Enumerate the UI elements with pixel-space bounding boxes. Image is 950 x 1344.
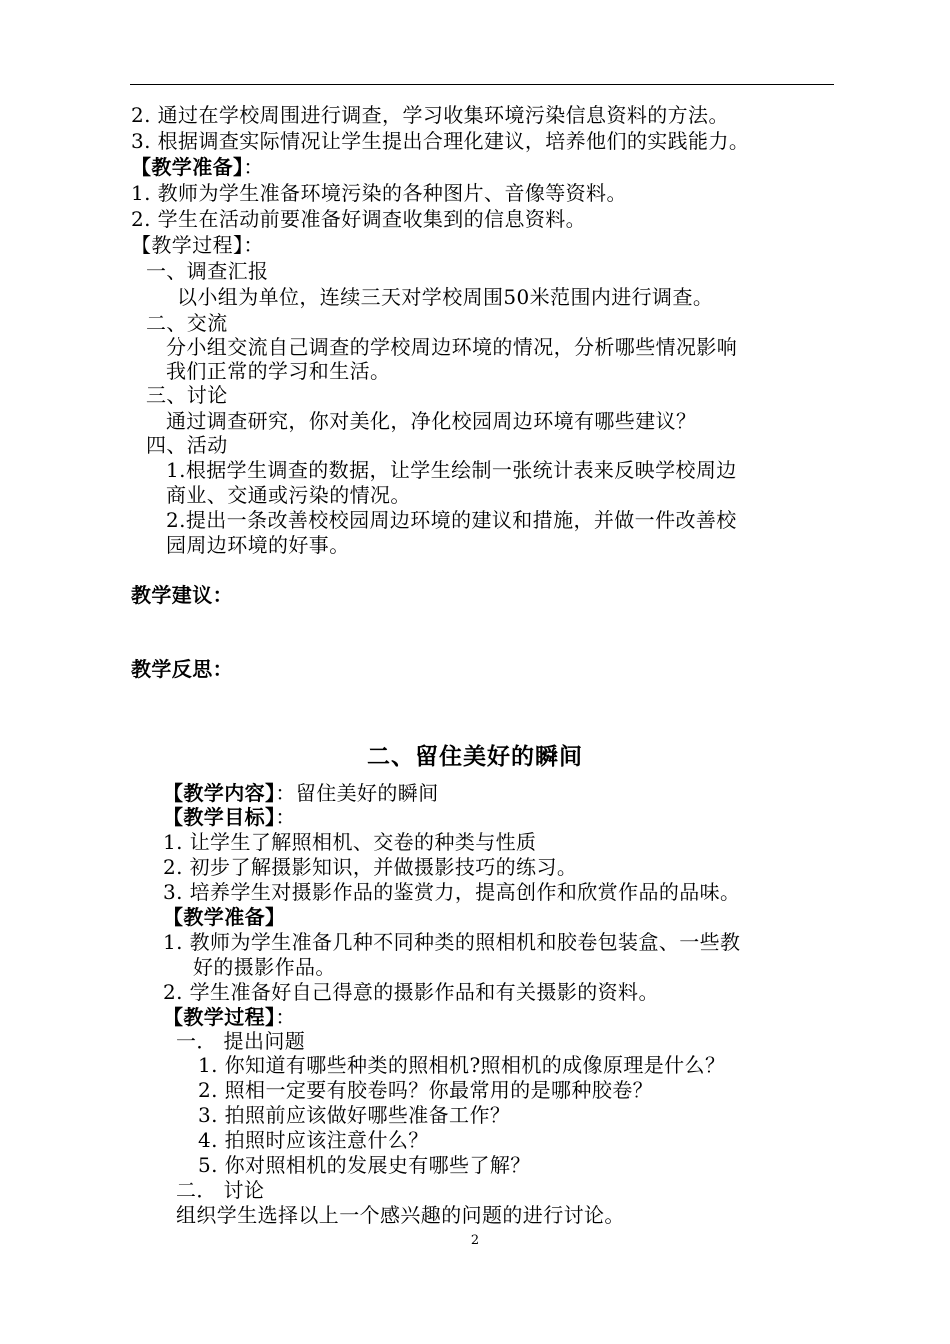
- goal-heading: 【教学目标】：: [163, 805, 296, 829]
- content-line: 【教学内容】：留住美好的瞬间: [163, 781, 439, 805]
- discussion-heading: 二． 讨论: [176, 1178, 265, 1202]
- objective-line-2: 2. 通过在学校周围进行调查，学习收集环境污染信息资料的方法。: [131, 103, 729, 127]
- section-exchange-text-2: 我们正常的学习和生活。: [166, 359, 391, 383]
- question-item-5: 5. 你对照相机的发展史有哪些了解？: [198, 1153, 531, 1177]
- section-discuss-heading: 三、讨论: [146, 383, 228, 407]
- section-survey-text: 以小组为单位，连续三天对学校周围50米范围内进行调查。: [177, 285, 714, 309]
- activity-item-1b: 商业、交通或污染的情况。: [166, 483, 411, 507]
- activity-item-1a: 1.根据学生调查的数据，让学生绘制一张统计表来反映学校周边: [166, 458, 737, 482]
- question-item-3: 3. 拍照前应该做好哪些准备工作？: [198, 1103, 511, 1127]
- prep-heading: 【教学准备】：: [131, 155, 264, 179]
- header-rule: [130, 84, 834, 85]
- goal-item-2: 2. 初步了解摄影知识，并做摄影技巧的练习。: [163, 855, 578, 879]
- lesson-prep-heading: 【教学准备】: [163, 905, 286, 929]
- teaching-advice-label: 教学建议：: [131, 583, 233, 607]
- goal-item-3: 3. 培养学生对摄影作品的鉴赏力，提高创作和欣赏作品的品味。: [163, 880, 741, 904]
- section-exchange-text-1: 分小组交流自己调查的学校周边环境的情况，分析哪些情况影响: [166, 335, 738, 359]
- section-survey-heading: 一、调查汇报: [146, 259, 269, 283]
- question-heading: 一． 提出问题: [176, 1029, 306, 1053]
- activity-item-2b: 园周边环境的好事。: [166, 533, 350, 557]
- activity-item-2a: 2.提出一条改善校校园周边环境的建议和措施，并做一件改善校: [166, 508, 737, 532]
- lesson-prep-item-1b: 好的摄影作品。: [193, 955, 336, 979]
- section-activity-heading: 四、活动: [146, 433, 228, 457]
- question-item-4: 4. 拍照时应该注意什么？: [198, 1128, 429, 1152]
- discussion-text: 组织学生选择以上一个感兴趣的问题的进行讨论。: [176, 1203, 625, 1227]
- lesson-prep-item-1a: 1. 教师为学生准备几种不同种类的照相机和胶卷包装盒、一些教: [163, 930, 741, 954]
- teaching-reflection-label: 教学反思：: [131, 657, 233, 681]
- lesson-title: 二、留住美好的瞬间: [367, 743, 583, 770]
- section-exchange-heading: 二、交流: [146, 311, 228, 335]
- question-item-2: 2. 照相一定要有胶卷吗？你最常用的是哪种胶卷？: [198, 1078, 654, 1102]
- goal-item-1: 1. 让学生了解照相机、交卷的种类与性质: [163, 830, 537, 854]
- prep-item-2: 2. 学生在活动前要准备好调查收集到的信息资料。: [131, 207, 587, 231]
- page-number: 2: [470, 1233, 480, 1248]
- objective-line-3: 3. 根据调查实际情况让学生提出合理化建议，培养他们的实践能力。: [131, 129, 750, 153]
- section-discuss-text: 通过调查研究，你对美化，净化校园周边环境有哪些建议？: [166, 409, 697, 433]
- process-heading: 【教学过程】：: [131, 233, 264, 257]
- lesson-process-heading: 【教学过程】：: [163, 1005, 296, 1029]
- lesson-prep-item-2: 2. 学生准备好自己得意的摄影作品和有关摄影的资料。: [163, 980, 659, 1004]
- prep-item-1: 1. 教师为学生准备环境污染的各种图片、音像等资料。: [131, 181, 627, 205]
- question-item-1: 1. 你知道有哪些种类的照相机?照相机的成像原理是什么？: [198, 1053, 726, 1077]
